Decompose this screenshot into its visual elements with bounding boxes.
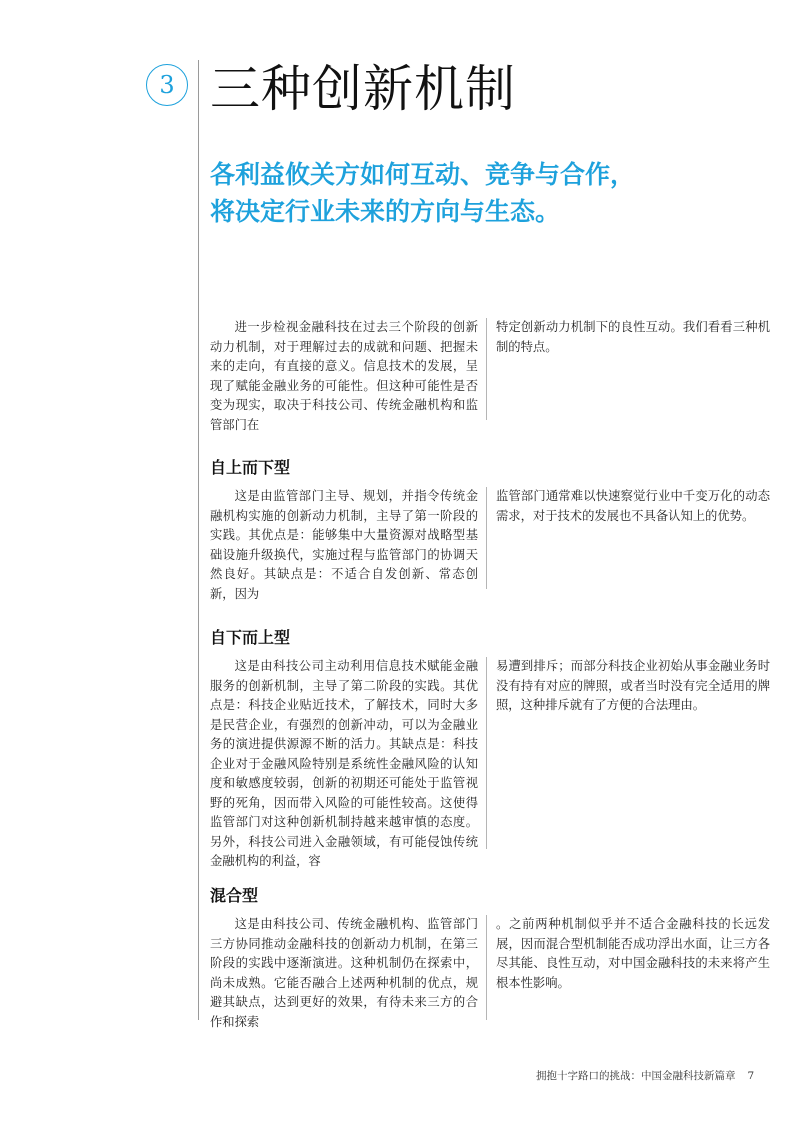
section-hybrid-right: 。之前两种机制似乎并不适合金融科技的长远发展，因而混合型机制能否成功浮出水面，让三方各尽其能、良性互动，对中国金融科技的未来将产生根本性影响。 — [496, 917, 770, 990]
margin-rule — [198, 60, 199, 1020]
chapter-subtitle — [210, 156, 770, 230]
column-divider — [486, 487, 487, 589]
page-footer — [536, 1068, 754, 1084]
section-heading-bottom-up: 自下而上型 — [210, 628, 291, 647]
chapter-number: 3 — [159, 71, 175, 99]
section-top-down-right: 监管部门通常难以快速察觉行业中千变万化的动态需求，对于技术的发展也不具备认知上的优势。 — [496, 489, 770, 523]
page-number: 7 — [747, 1070, 755, 1082]
section-hybrid-left: 这是由科技公司、传统金融机构、监管部门三方协同推动金融科技的创新动力机制，在第三阶段的实践中逐渐演进。这种机制仍在探索中，尚未成熟。它能否融合上述两种机制的优点，规避其缺点，达到更好的效果，有待未来三方的合作和探索 — [210, 917, 478, 1029]
chapter-number-badge — [146, 64, 188, 106]
section-heading-top-down: 自上而下型 — [210, 458, 291, 477]
section-top-down-left: 这是由监管部门主导、规划，并指令传统金融机构实施的创新动力机制，主导了第一阶段的实践。其优点是：能够集中大量资源对战略型基础设施升级换代，实施过程与监管部门的协调天然良好。其缺点是：不适合自发创新、常态创新，因为 — [210, 489, 478, 601]
chapter-title: 三种创新机制 — [210, 60, 516, 118]
section-bottom-up-right: 易遭到排斥；而部分科技企业初始从事金融业务时没有持有对应的牌照，或者当时没有完全适用的牌照，这种排斥就有了方便的合法理由。 — [496, 659, 770, 712]
column-divider — [486, 318, 487, 420]
column-divider — [486, 915, 487, 1020]
footer-text: 拥抱十字路口的挑战：中国金融科技新篇章 — [536, 1070, 736, 1082]
subtitle-line-1: 各利益攸关方如何互动、竞争与合作， — [210, 160, 636, 189]
subtitle-line-2: 将决定行业未来的方向与生态。 — [210, 197, 561, 226]
intro-left-column: 进一步检视金融科技在过去三个阶段的创新动力机制，对于理解过去的成就和问题、把握未来的走向，有直接的意义。信息技术的发展，呈现了赋能金融业务的可能性。但这种可能性是否变为现实，取决于科技公司、传统金融机构和监管部门在 — [210, 320, 478, 432]
section-bottom-up-left: 这是由科技公司主动利用信息技术赋能金融服务的创新机制，主导了第二阶段的实践。其优点是：科技企业贴近技术，了解技术，同时大多是民营企业，有强烈的创新冲动，可以为金融业务的演进提供源源不断的活力。其缺点是：科技企业对于金融风险特别是系统性金融风险的认知度和敏感度较弱，创新的初期还可能处于监管视野的死角，因而带入风险的可能性较高。这使得监管部门对这种创新机制持越来越审慎的态度。另外，科技公司进入金融领域，有可能侵蚀传统金融机构的利益，容 — [210, 659, 478, 868]
column-divider — [486, 657, 487, 849]
intro-right-column: 特定创新动力机制下的良性互动。我们看看三种机制的特点。 — [496, 320, 770, 354]
section-heading-hybrid: 混合型 — [210, 886, 259, 905]
